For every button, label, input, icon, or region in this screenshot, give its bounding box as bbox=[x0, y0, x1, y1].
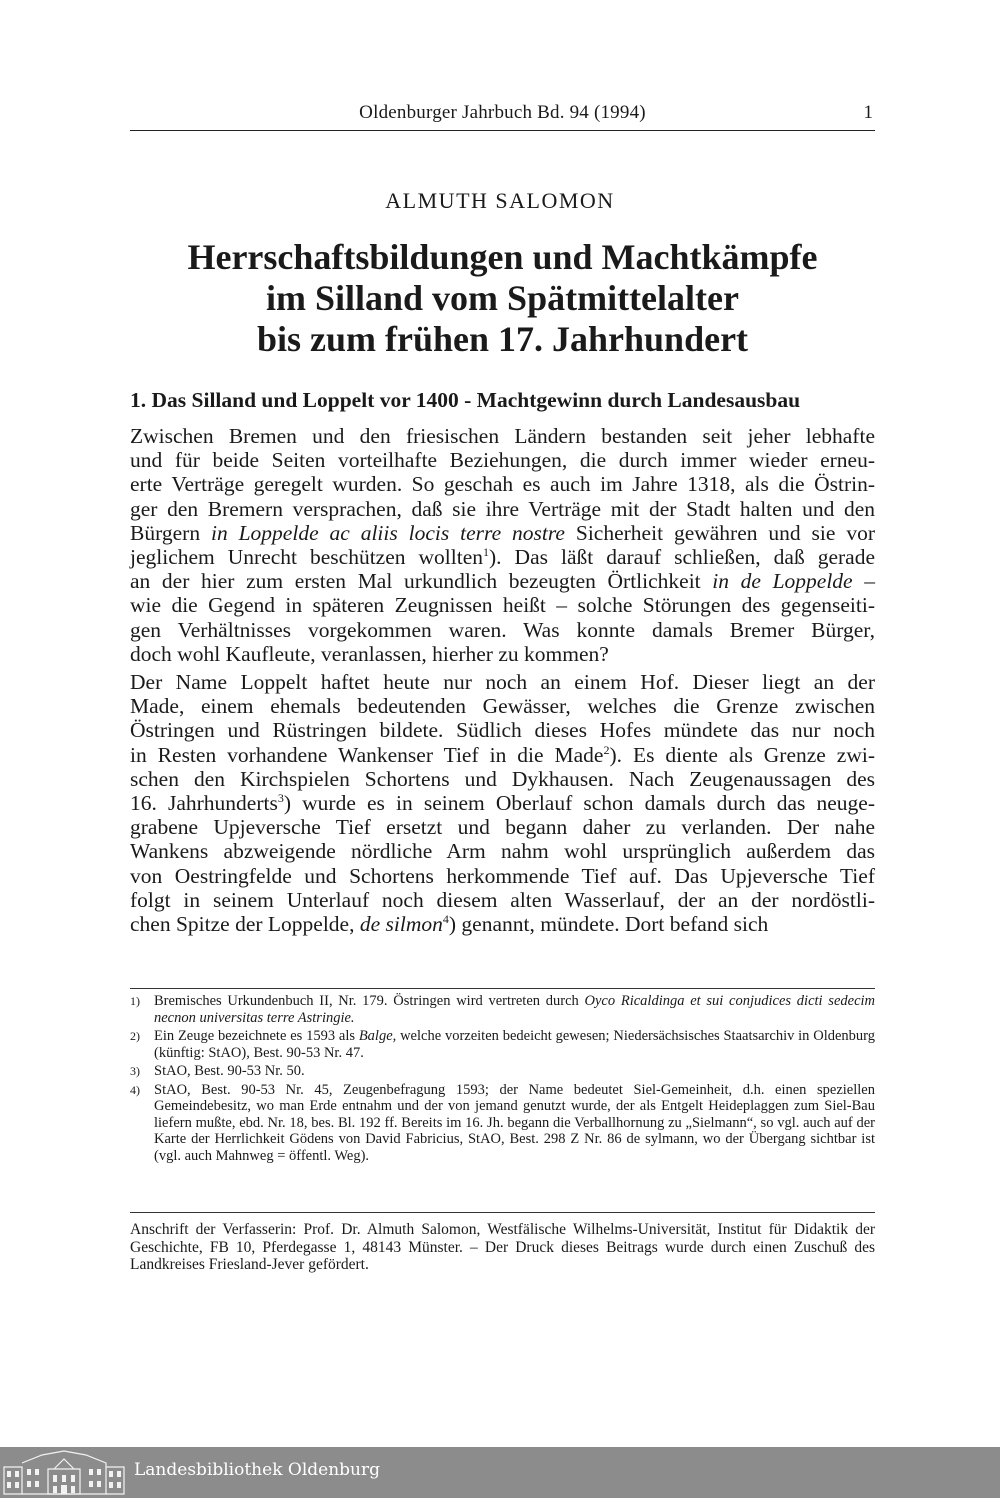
page-number: 1 bbox=[863, 102, 873, 123]
running-header bbox=[130, 100, 875, 131]
footnote-marker: 3) bbox=[130, 1064, 140, 1078]
library-footer-bar bbox=[0, 1447, 1000, 1498]
footnote: 4) StAO, Best. 90-53 Nr. 45, Zeugenbefragung 1593; der Name bedeutet Siel-Gemeinheit, d.h. einen speziellen Gemeindebesitz, wo man Erde entnahm und der von jemand genutzt wurde, der als Entgelt Heideplaggen zum Siel-Bau liefern mußte, ebd. Nr. 18, bes. Bl. 192 ff. Bereits im 16. Jh. begann die Verballhornung zu „Sielmann“, so vgl. auch auf der Karte der Herrlichkeit Gödens von David Fabricius, StAO, Best. 298 Z Nr. 86 de sylmann, wo der Übergang sichtbar ist (vgl. auch Mahnweg = öffentl. Weg). bbox=[130, 1081, 875, 1164]
text-line: wie die Gegend in späteren Zeugnissen heißt – solche Störungen des gegenseiti- bbox=[130, 593, 875, 618]
text-line: schen den Kirchspielen Schortens und Dykhausen. Nach Zeugenaussagen des bbox=[130, 766, 875, 791]
text-line: Östringen und Rüstringen bildete. Südlich dieses Hofes mündete das nur noch bbox=[130, 718, 875, 743]
text-line: doch wohl Kaufleute, veranlassen, hierher zu kommen? bbox=[130, 641, 609, 666]
text-line: und für beide Seiten vorteilhafte Beziehungen, die durch immer wieder erneu- bbox=[130, 448, 875, 473]
title-line: im Silland vom Spätmittelalter bbox=[266, 278, 739, 318]
footnote-marker: 1) bbox=[130, 994, 140, 1008]
text-line: Zwischen Bremen und den friesischen Ländern bestanden seit jeher lebhafte bbox=[130, 424, 875, 448]
footnote-ref[interactable]: 4 bbox=[442, 911, 449, 926]
footnote-ref[interactable]: 2 bbox=[603, 742, 610, 757]
article-title bbox=[130, 237, 875, 360]
footnote-marker: 4) bbox=[130, 1082, 140, 1097]
title-line: bis zum frühen 17. Jahrhundert bbox=[256, 319, 749, 359]
footnote: 2) Ein Zeuge bezeichnete es 1593 als Balge, welche vorzeiten bedeicht gewesen; Niedersächsisches Staatsarchiv in Oldenburg (künftig: StAO), Best. 90-53 Nr. 47. bbox=[130, 1028, 875, 1061]
text-line: gen Verhältnisses vorgekommen waren. Was konnte damals Bremer Bürger, bbox=[130, 617, 875, 642]
author-address-note: Anschrift der Verfasserin: Prof. Dr. Almuth Salomon, Westfälische Wilhelms-Universität, Institut für Didaktik der Geschichte, FB 10, Pferdegasse 1, 48143 Münster. – Der Druck dieses Beitrags wurde durch einen Zuschuß des Landkreises Friesland-Jever gefördert. bbox=[130, 1212, 875, 1274]
section-heading: 1. Das Silland und Loppelt vor 1400 - Machtgewinn durch Landesausbau bbox=[130, 388, 801, 412]
text-line: jeglichem Unrecht beschützen wollten$^1$). Das läßt darauf schließen, daß gerade bbox=[130, 544, 875, 570]
text-line: folgt in seinem Unterlauf noch diesem alten Wasserlauf, der an der nordöstli- bbox=[130, 887, 875, 912]
article-author: ALMUTH SALOMON bbox=[385, 188, 615, 213]
paragraph bbox=[130, 670, 875, 936]
footnote: 1) Bremisches Urkundenbuch II, Nr. 179. Östringen wird vertreten durch Oyco Ricaldinga et sui conjudices dicti sedecim necnon universitas terre Astringie. bbox=[130, 993, 876, 1026]
text-line: an der hier zum ersten Mal urkundlich bezeugten Örtlichkeit in de Loppelde – bbox=[130, 569, 875, 594]
text-line: ger den Bremern versprachen, daß sie ihre Verträge mit der Stadt halten und den bbox=[130, 496, 875, 521]
footnote-ref[interactable]: 1 bbox=[483, 544, 490, 559]
latin-quote: in Loppelde ac aliis locis terre nostre bbox=[210, 520, 565, 545]
paragraph bbox=[130, 424, 875, 666]
latin-quote: de silmon bbox=[359, 912, 443, 937]
footnote-marker: 2) bbox=[130, 1029, 140, 1043]
footnote: 3) StAO, Best. 90-53 Nr. 50. bbox=[130, 1063, 305, 1079]
title-line: Herrschaftsbildungen und Machtkämpfe bbox=[187, 237, 818, 277]
latin-quote: in de Loppelde bbox=[712, 569, 853, 594]
text-line: 16. Jahrhunderts$^3$) wurde es in seinem Oberlauf schon damals durch das neuge- bbox=[130, 790, 875, 816]
text-line: erte Verträge geregelt wurden. So geschah es auch im Jahre 1318, als die Östrin- bbox=[130, 472, 875, 497]
journal-title: Oldenburger Jahrbuch Bd. 94 (1994) bbox=[359, 102, 646, 123]
text-line: chen Spitze der Loppelde, de silmon$^4$) genannt, mündete. Dort befand sich bbox=[130, 911, 769, 937]
body-text bbox=[130, 424, 875, 940]
text-line: Wankens abzweigende nördliche Arm nahm wohl ursprünglich außerdem das bbox=[130, 839, 875, 864]
text-line: Der Name Loppelt haftet heute nur noch an einem Hof. Dieser liegt an der bbox=[130, 670, 875, 695]
footnote-ref[interactable]: 3 bbox=[277, 790, 284, 805]
footnotes bbox=[130, 988, 875, 1166]
library-name: Landesbibliothek Oldenburg bbox=[134, 1460, 381, 1480]
text-line: von Oestringfelde und Schortens herkommende Tief auf. Das Upjeversche Tief bbox=[130, 863, 875, 888]
library-building-icon bbox=[2, 1449, 126, 1496]
text-line: in Resten vorhandene Wankenser Tief in die Made$^2$). Es diente als Grenze zwi- bbox=[130, 742, 875, 767]
text-line: grabene Upjeversche Tief ersetzt und begann daher zu verlanden. Der nahe bbox=[130, 815, 875, 840]
text-line: Bürgern in Loppelde ac aliis locis terre nostre Sicherheit gewähren und sie vor bbox=[130, 520, 875, 545]
text-line: Made, einem ehemals bedeutenden Gewässer, welches die Grenze zwischen bbox=[130, 694, 875, 719]
